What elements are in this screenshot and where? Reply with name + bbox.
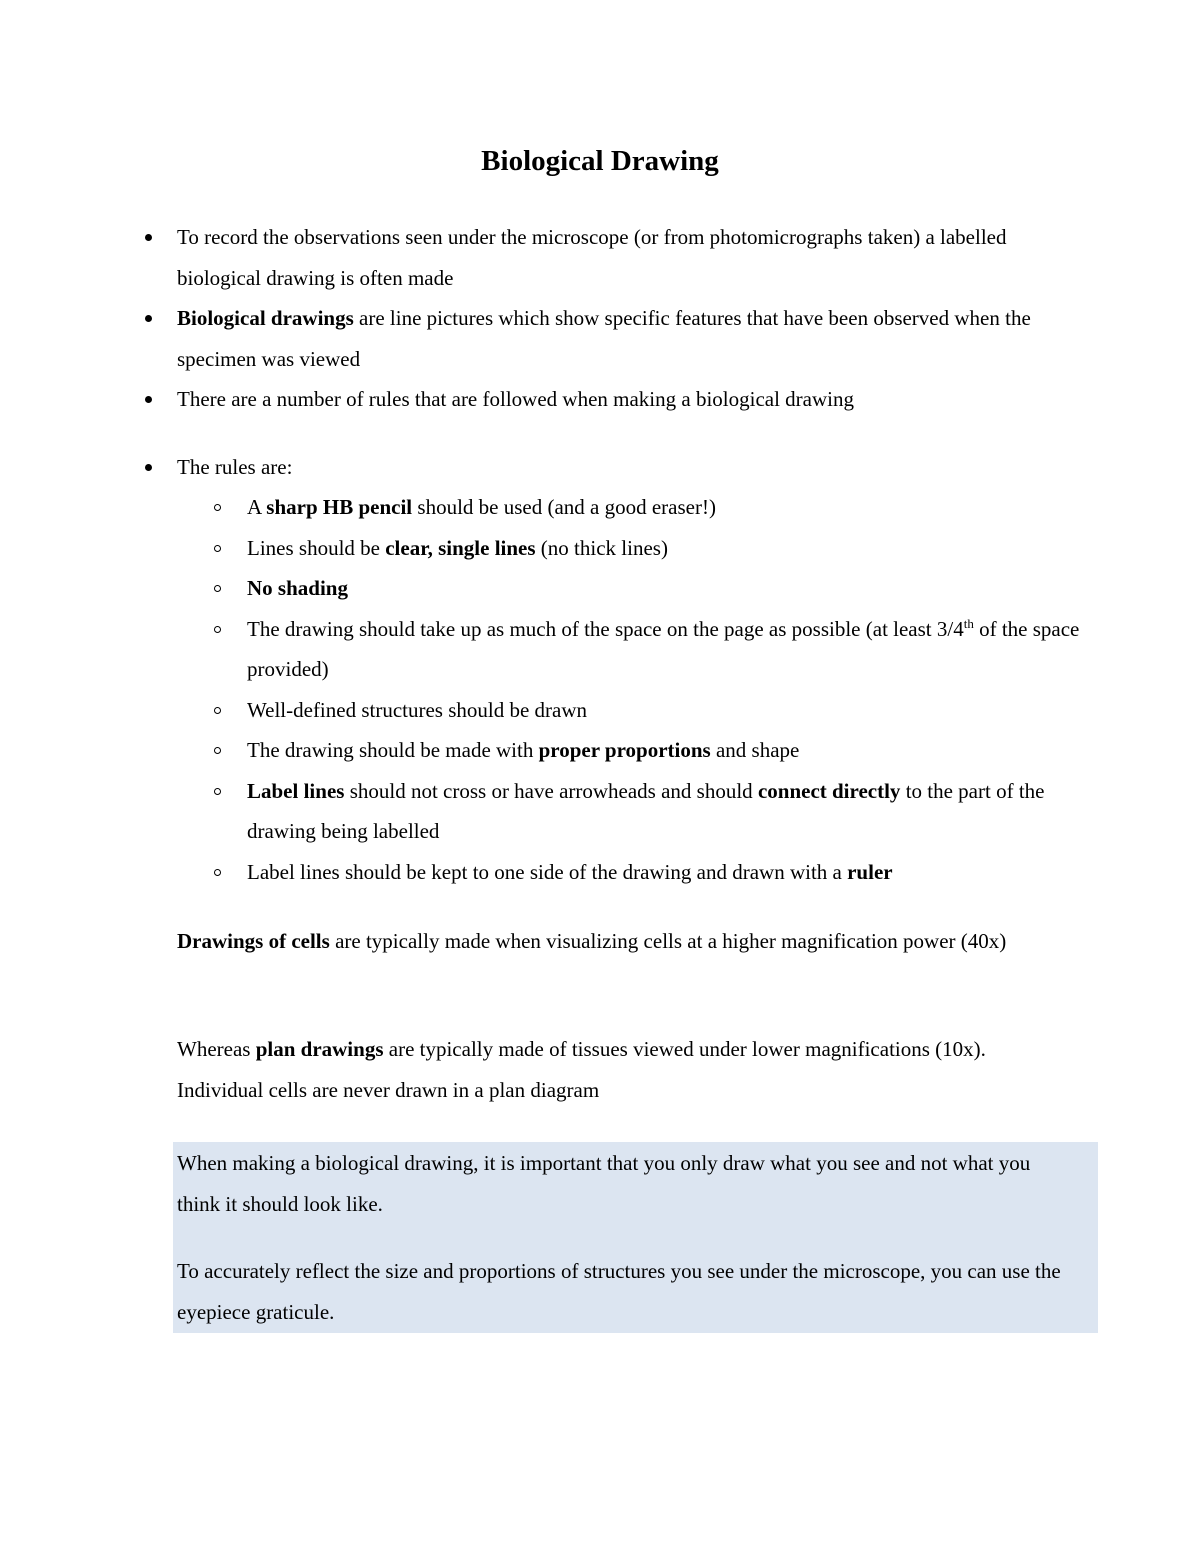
bold-term: Label lines: [247, 778, 345, 803]
rule-item-pencil: [247, 487, 1099, 528]
bullet-item-rules-followed: [177, 379, 1077, 420]
paragraph-text: are typically made when visualizing cells at a higher magnification power (40x): [329, 929, 1007, 953]
bullet-list: [177, 217, 1080, 892]
rule-text: The drawing should take up as much of the space on the page as possible (at least 3/4: [247, 616, 964, 641]
rule-item-no-shading: [247, 568, 1099, 609]
bullet-text: To record the observations seen under the microscope (or from photomicrographs taken) a labelled biological drawing is often made: [177, 225, 1007, 290]
paragraph-cell-drawings: [177, 921, 1077, 962]
rule-text: A: [247, 495, 267, 519]
rule-text: of the space provided): [247, 616, 1080, 681]
page-title: Biological Drawing: [481, 145, 719, 177]
bold-term: proper proportions: [538, 738, 711, 762]
bullet-text: The rules are:: [177, 454, 293, 479]
rule-item-structures: [247, 690, 1099, 731]
rule-text: Lines should be: [247, 535, 386, 560]
bold-term: clear, single lines: [385, 535, 536, 560]
rule-text: The drawing should be made with: [247, 738, 539, 762]
callout-paragraph-graticule: To accurately reflect the size and proportions of structures you see under the microscope, you can use the eyepiece graticule.: [177, 1259, 1061, 1324]
bold-term: connect directly: [757, 778, 901, 803]
rule-item-proportions: [247, 730, 1099, 771]
paragraph-plan-drawings: [177, 1029, 1077, 1110]
rule-item-lines: [247, 528, 1099, 569]
bullet-text: There are a number of rules that are followed when making a biological drawing: [177, 387, 854, 411]
rule-text: should not cross or have arrowheads and should: [344, 778, 758, 803]
rule-item-space: [247, 609, 1099, 690]
bold-term: ruler: [847, 859, 893, 884]
rules-sublist: [177, 487, 1099, 892]
superscript: th: [963, 615, 974, 631]
bullet-item-biological-drawings: [177, 298, 1077, 379]
rule-text: Label lines should be kept to one side of the drawing and drawn with a: [247, 859, 848, 884]
bold-term: sharp HB pencil: [266, 495, 413, 519]
bullet-text: are line pictures which show specific features that have been observed when the specimen was viewed: [177, 306, 1031, 371]
bold-term: plan drawings: [255, 1037, 384, 1061]
callout-paragraph-draw-what-you-see: When making a biological drawing, it is important that you only draw what you see and not what you think it should look like.: [177, 1151, 1031, 1216]
paragraph-text: Whereas: [177, 1037, 256, 1061]
rule-text: (no thick lines): [535, 535, 668, 560]
rule-text: should be used (and a good eraser!): [412, 495, 716, 519]
bullet-item-rules: [177, 447, 1080, 893]
bullet-item-record-observations: [177, 217, 1077, 298]
bold-term: Drawings of cells: [177, 929, 330, 953]
rule-text: and shape: [710, 738, 800, 762]
rule-item-ruler: [247, 852, 1099, 893]
paragraph-text: are typically made of tissues viewed under lower magnifications (10x). Individual cells are never drawn in a plan diagram: [177, 1037, 986, 1102]
bold-term: Biological drawings: [177, 306, 354, 330]
rule-text: Well-defined structures should be drawn: [247, 697, 588, 722]
highlight-callout-box: [173, 1142, 1098, 1333]
rule-text: to the part of the drawing being labelled: [247, 778, 1045, 843]
bold-term: No shading: [247, 576, 348, 600]
rule-item-label-lines: [247, 771, 1099, 852]
